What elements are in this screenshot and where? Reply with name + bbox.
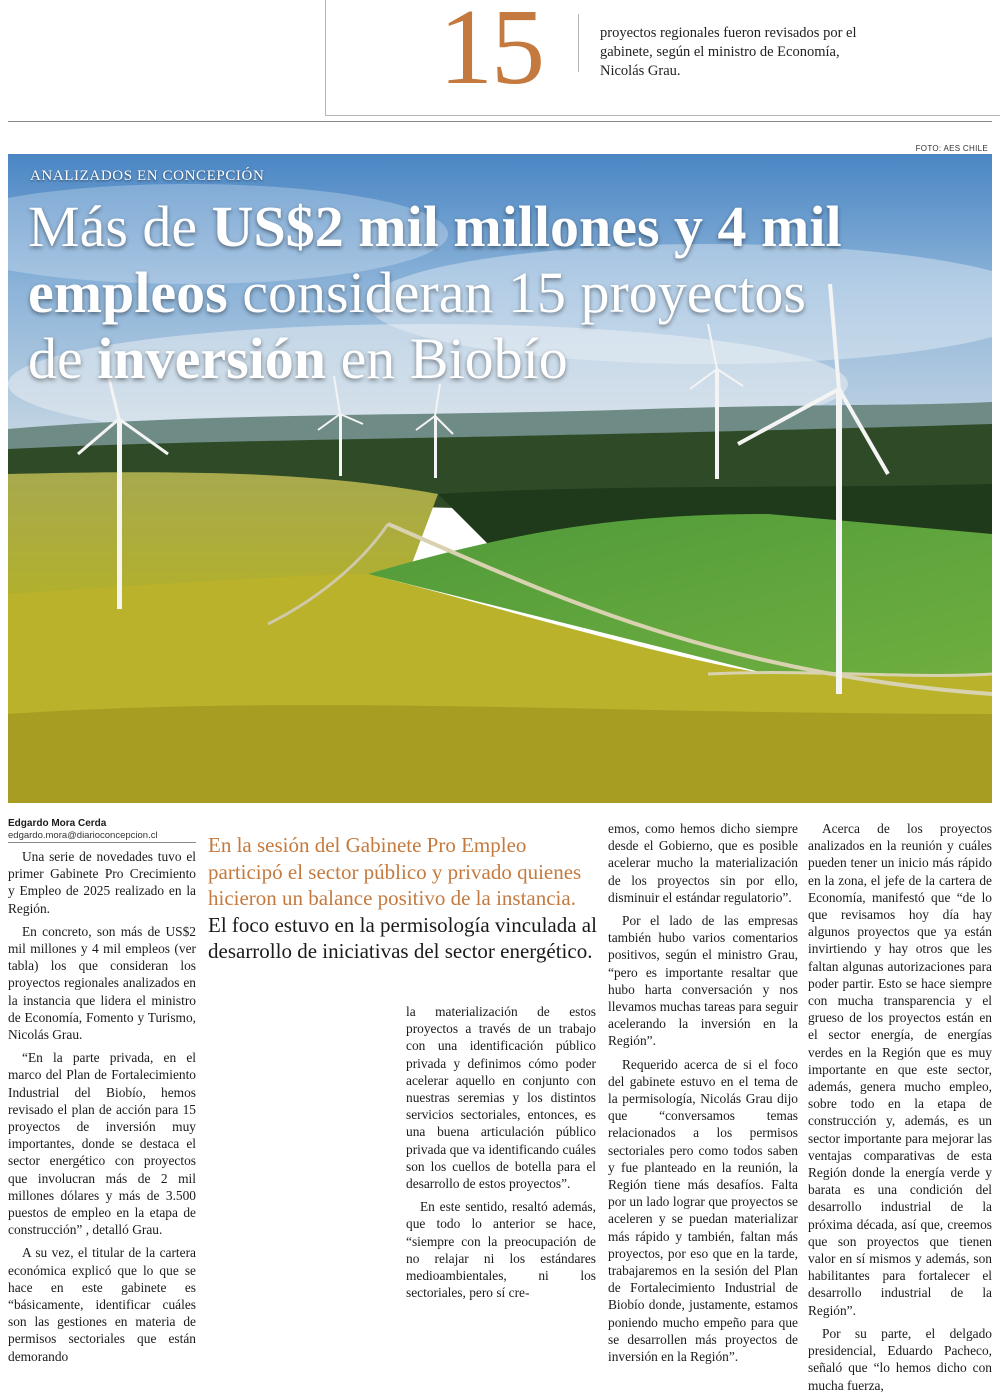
paragraph: Por su parte, el delgado presidencial, Eduardo Pacheco, señaló que “lo hemos dicho con mucha fuerza, <box>808 1325 992 1393</box>
article-column-4 <box>808 820 992 1400</box>
article-column-1 <box>8 848 196 1371</box>
photo-credit: FOTO: AES CHILE <box>915 144 988 153</box>
article-column-3 <box>608 820 798 1371</box>
paragraph: Acerca de los proyectos analizados en la reunión y cuáles pueden tener un inicio más rápido en la zona, el jefe de la cartera de Economía, manifestó que “de lo que revisamos hoy día hay algunos proyectos que ya están invirtiendo y hay otros que les faltan algunas autorizaciones para poder partir. Esto se hace siempre con mucha transparencia y el grueso de los proyectos están en el sector energía, de energías verdes en la Región que es muy importante en que este sector, además, genera mucho empleo, sobre todo en la etapa de construcción y, además, es un sector importante para mejorar las ventajas comparativas de esta Región donde la energía verde y barata es una condición del desarrollo industrial de la próxima década, así que, creemos que son proyectos que tienen valor en sí mismos y además, son habilitantes para fortalecer el desarrollo industrial de la Región”. <box>808 821 992 1318</box>
paragraph: A su vez, el titular de la cartera económica explicó que lo que se hace en este gabinete es “básicamente, identificar cuáles son las gestiones en materia de permisos sectoriales que están demorando <box>8 1245 196 1364</box>
pullquote-accent: En la sesión del Gabinete Pro Empleo participó el sector público y privado quienes hicieron un balance positivo de la instancia. <box>208 833 582 910</box>
stat-box <box>325 0 1000 116</box>
headline: Más de US$2 mil millones y 4 mil empleos consideran 15 proyectos de inversión en Biobío <box>28 194 842 391</box>
paragraph: Una serie de novedades tuvo el primer Gabinete Pro Crecimiento y Empleo de 2025 realizado en la Región. <box>8 849 196 916</box>
top-rule <box>8 121 992 122</box>
byline-name: Edgardo Mora Cerda <box>8 818 107 829</box>
paragraph: “En la parte privada, en el marco del Plan de Fortalecimiento Industrial del Biobío, hemos revisado el plan de acción para 15 proyectos de inversión muy importantes, donde se destaca el sector energético con proyectos que involucran más de 2 mil millones dólares y más de 3.500 puestos de empleo en la etapa de construcción” , detalló Grau. <box>8 1050 196 1238</box>
byline-rule <box>8 842 196 843</box>
pullquote-rest: El foco estuvo en la permisología vinculada al desarrollo de iniciativas del sector energético. <box>208 912 597 963</box>
stat-divider <box>578 14 579 72</box>
paragraph: Requerido acerca de si el foco del gabinete estuvo en el tema de la permisología, Nicolás Grau dijo que “conversamos temas relacionados a los permisos sectoriales pero como todos saben y fue planteado en la reunión, la Región tiene más desafíos. Falta por un lado lograr que proyectos se aceleren y se puedan materializar más rápido y también, faltan más proyectos, por eso que en la tarde, trabajaremos en la sesión del Plan de Fortalecimiento Industrial de Biobío donde, justamente, estamos poniendo mucho empeño para que se desarrollen más proyectos de inversión en la Región”. <box>608 1056 798 1365</box>
kicker: ANALIZADOS EN CONCEPCIÓN <box>30 168 265 184</box>
paragraph: Por el lado de las empresas también hubo varios comentarios positivos, según el ministro Grau, “pero es importante resaltar que hubo harta conversación y nos llevamos muchas tareas para seguir acelerando la inversión en la Región”. <box>608 913 798 1049</box>
stat-number: 15 <box>439 0 543 107</box>
byline <box>8 818 198 841</box>
stat-caption: proyectos regionales fueron revisados por el gabinete, según el ministro de Economía, Nicolás Grau. <box>600 25 857 79</box>
paragraph: En concreto, son más de US$2 mil millones y 4 mil empleos (ver tabla) los que consideran los proyectos regionales analizados en la instancia que lidera el ministro de Economía, Fomento y Turismo, Nicolás Grau. <box>8 923 196 1043</box>
paragraph: la materialización de estos proyectos a través de un trabajo con una identificación público privada y definimos cómo poder acelerar aquello en conjunto con nuestras seremias y los distintos servicios sectoriales, entonces, es una buena articulación público privada que va identificando cuáles son los cuellos de botella para el desarrollo de estos proyectos”. <box>406 1004 596 1192</box>
paragraph: En este sentido, resaltó además, que todo lo anterior se hace, “siempre con la preocupación de no relajar ni los estándares medioambientales, ni los sectoriales, pero sí cre- <box>406 1199 596 1301</box>
hero-photo <box>8 154 992 803</box>
paragraph: emos, como hemos dicho siempre desde el Gobierno, que es posible acelerar mucho la materialización de los proyectos sin por ello, disminuir el estándar regulatorio”. <box>608 821 798 905</box>
article-column-2 <box>406 1003 596 1307</box>
byline-email: edgardo.mora@diarioconcepcion.cl <box>8 830 158 841</box>
pullquote <box>208 832 598 965</box>
